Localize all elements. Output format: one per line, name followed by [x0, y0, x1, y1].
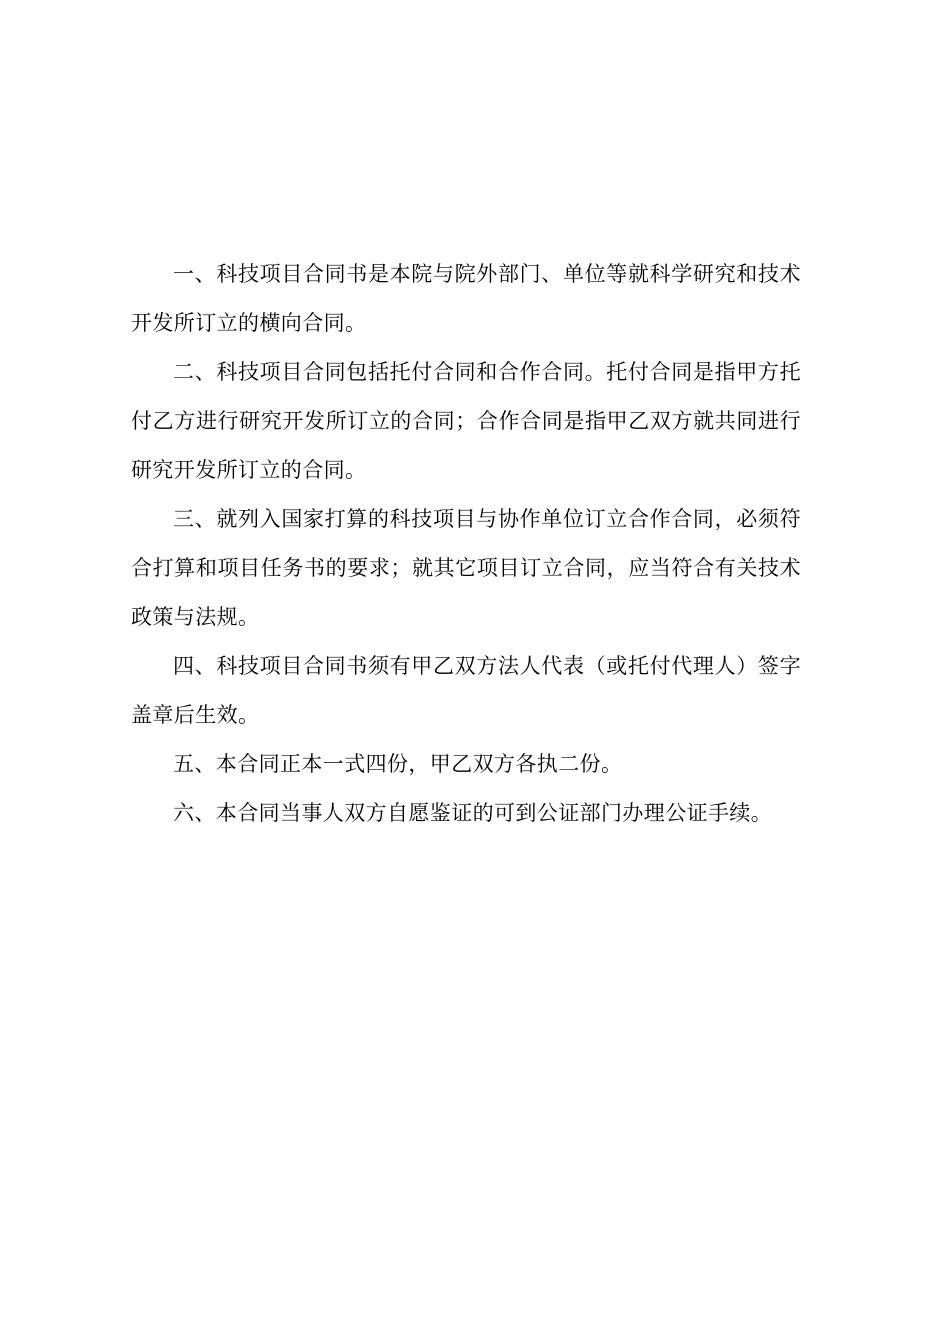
note-paragraph-6: 六、本合同当事人双方自愿鉴证的可到公证部门办理公证手续。	[173, 801, 773, 825]
note-paragraph-3: 三、就列入国家打算的科技项目与协作单位订立合作合同，必须符合打算和项目任务书的要求；就其它项目订立合同，应当符合有关技术政策与法规。	[131, 507, 801, 629]
note-paragraph-5: 五、本合同正本一式四份，甲乙双方各执二份。	[173, 752, 623, 776]
note-paragraph-2: 二、科技项目合同包括托付合同和合作合同。托付合同是指甲方托付乙方进行研究开发所订立的合同；合作合同是指甲乙双方就共同进行研究开发所订立的合同。	[131, 360, 801, 482]
note-paragraph-1: 一、科技项目合同书是本院与院外部门、单位等就科学研究和技术开发所订立的横向合同。	[131, 262, 801, 335]
note-paragraph-4: 四、科技项目合同书须有甲乙双方法人代表（或托付代理人）签字盖章后生效。	[131, 654, 801, 727]
contract-notes	[131, 250, 801, 838]
